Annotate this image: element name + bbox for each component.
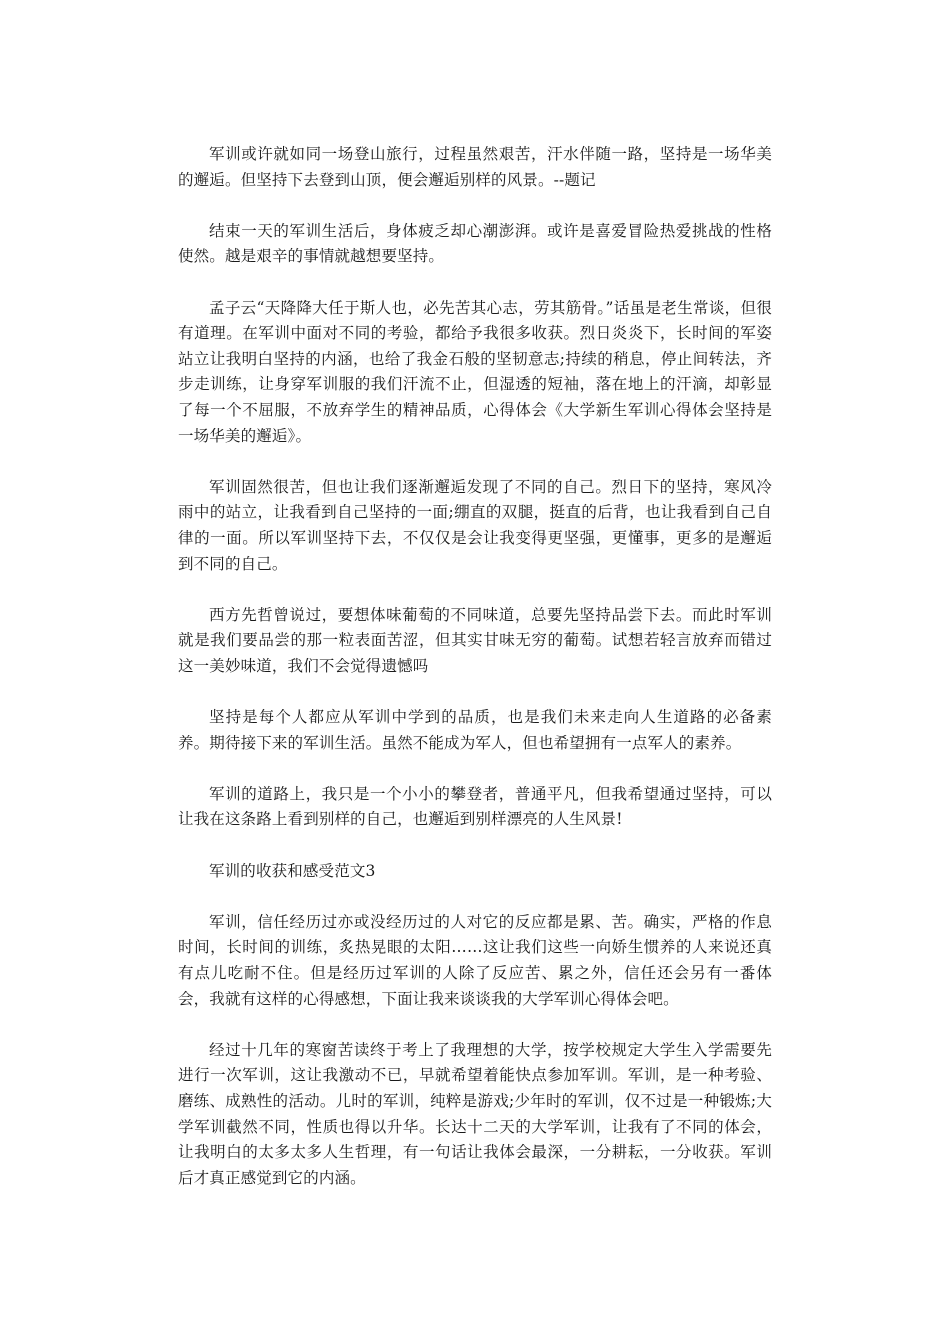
body-paragraph: 结束一天的军训生活后，身体疲乏却心潮澎湃。或许是喜爱冒险热爱挑战的性格使然。越是艰辛的事情就越想要坚持。 <box>178 221 772 266</box>
body-paragraph: 军训的道路上，我只是一个小小的攀登者，普通平凡，但我希望通过坚持，可以让我在这条路上看到别样的自己，也邂逅到别样漂亮的人生风景! <box>178 784 772 829</box>
body-paragraph: 军训固然很苦，但也让我们逐渐邂逅发现了不同的自己。烈日下的坚持，寒风冷雨中的站立，让我看到自己坚持的一面;绷直的双腿，挺直的后背，也让我看到自己自律的一面。所以军训坚持下去，不仅仅是会让我变得更坚强，更懂事，更多的是邂逅到不同的自己。 <box>178 477 772 573</box>
body-paragraph: 西方先哲曾说过，要想体味葡萄的不同味道，总要先坚持品尝下去。而此时军训就是我们要品尝的那一粒表面苦涩，但其实甘味无穷的葡萄。试想若轻言放弃而错过这一美妙味道，我们不会觉得遗憾吗 <box>178 605 772 675</box>
epigraph-paragraph: 军训或许就如同一场登山旅行，过程虽然艰苦，汗水伴随一路，坚持是一场华美的邂逅。但坚持下去登到山顶，便会邂逅别样的风景。--题记 <box>178 145 772 189</box>
body-paragraph: 坚持是每个人都应从军训中学到的品质，也是我们未来走向人生道路的必备素养。期待接下来的军训生活。虽然不能成为军人，但也希望拥有一点军人的素养。 <box>178 708 772 752</box>
body-paragraph: 经过十几年的寒窗苦读终于考上了我理想的大学，按学校规定大学生入学需要先进行一次军训，这让我激动不已，早就希望着能快点参加军训。军训，是一种考验、磨练、成熟性的活动。儿时的军训，纯粹是游戏;少年时的军训，仅不过是一种锻炼;大学军训截然不同，性质也得以升华。长达十二天的大学军训，让我有了不同的体会，让我明白的太多太多人生哲理，有一句话让我体会最深，一分耕耘，一分收获。军训后才真正感觉到它的内涵。 <box>178 1040 772 1187</box>
section-heading: 军训的收获和感受范文3 <box>209 861 376 880</box>
body-paragraph: 军训，信任经历过亦或没经历过的人对它的反应都是累、苦。确实，严格的作息时间，长时间的训练，炙热晃眼的太阳……这让我们这些一向娇生惯养的人来说还真有点儿吃耐不住。但是经历过军训的人除了反应苦、累之外，信任还会另有一番体会，我就有这样的心得感想，下面让我来谈谈我的大学军训心得体会吧。 <box>178 912 772 1008</box>
body-paragraph: 孟子云“天降降大任于斯人也，必先苦其心志，劳其筋骨。”话虽是老生常谈，但很有道理。在军训中面对不同的考验，都给予我很多收获。烈日炎炎下，长时间的军姿站立让我明白坚持的内涵，也给了我金石般的坚韧意志;持续的稍息，停止间转法，齐步走训练，让身穿军训服的我们汗流不止，但湿透的短袖，落在地上的汗滴，却彰显了每一个不屈服，不放弃学生的精神品质，心得体会《大学新生军训心得体会坚持是一场华美的邂逅》。 <box>178 298 772 445</box>
document-body <box>178 142 772 1217</box>
